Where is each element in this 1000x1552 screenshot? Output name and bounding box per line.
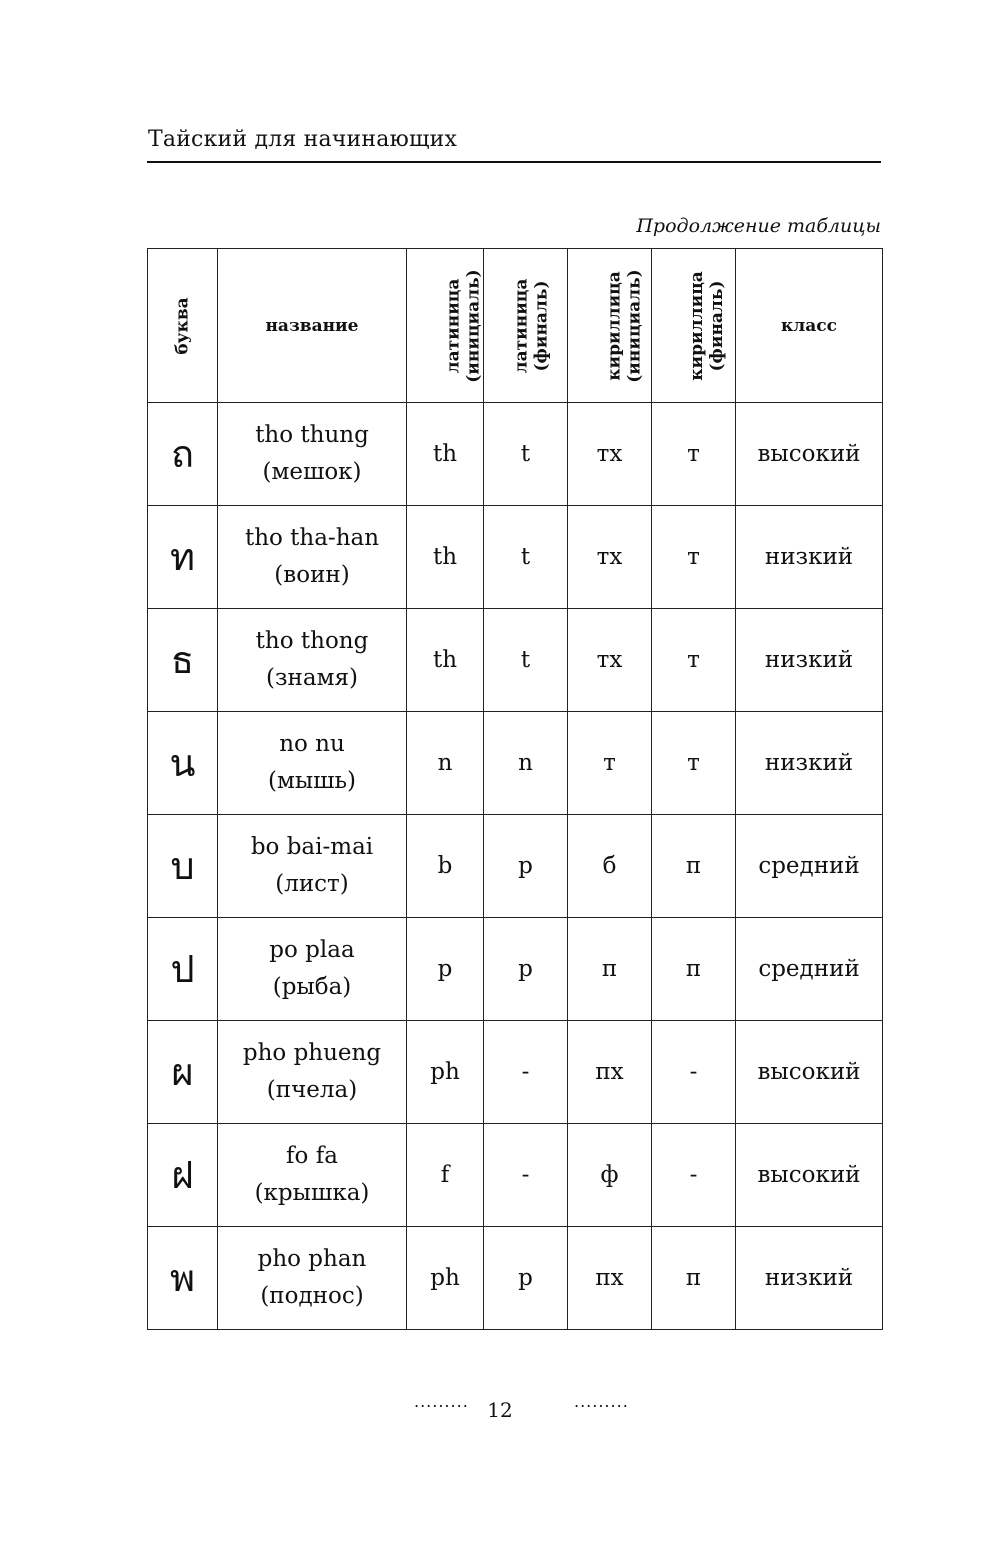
table-row (148, 506, 883, 609)
letter-name: fo fa (крышка) (218, 1124, 407, 1227)
latin-initial: th (407, 403, 484, 506)
letter-class: высокий (736, 1021, 883, 1124)
table-row (148, 815, 883, 918)
thai-letter: ฝ (148, 1124, 218, 1227)
thai-letter: พ (148, 1227, 218, 1330)
cyrillic-initial: т (568, 712, 652, 815)
cyrillic-final: п (652, 918, 736, 1021)
latin-initial: p (407, 918, 484, 1021)
cyrillic-initial: ф (568, 1124, 652, 1227)
cyrillic-initial: п (568, 918, 652, 1021)
cyrillic-final: п (652, 815, 736, 918)
latin-final: p (484, 815, 568, 918)
thai-letter: ถ (148, 403, 218, 506)
cyrillic-final: т (652, 506, 736, 609)
letter-name: tho thong (знамя) (218, 609, 407, 712)
latin-final: - (484, 1021, 568, 1124)
thai-letter: ท (148, 506, 218, 609)
header-lat-final: латиница (финаль) (484, 249, 568, 403)
letter-name: pho phan (поднос) (218, 1227, 407, 1330)
latin-final: t (484, 506, 568, 609)
header-rule (147, 161, 881, 163)
header-name: название (218, 249, 407, 403)
footer-dots-left: ......... (414, 1392, 469, 1411)
latin-final: p (484, 1227, 568, 1330)
header-letter: буква (148, 249, 218, 403)
table-header-row (148, 249, 883, 403)
table-row (148, 712, 883, 815)
letter-class: средний (736, 815, 883, 918)
latin-final: - (484, 1124, 568, 1227)
table-row (148, 1227, 883, 1330)
table-row (148, 1124, 883, 1227)
header-cyr-final: кириллица (финаль) (652, 249, 736, 403)
letter-name: tho thung (мешок) (218, 403, 407, 506)
cyrillic-initial: тх (568, 403, 652, 506)
letter-name: no nu (мышь) (218, 712, 407, 815)
header-lat-initial: латиница (инициаль) (407, 249, 484, 403)
letter-class: низкий (736, 1227, 883, 1330)
cyrillic-final: - (652, 1021, 736, 1124)
cyrillic-final: т (652, 712, 736, 815)
cyrillic-initial: тх (568, 506, 652, 609)
header-class: класс (736, 249, 883, 403)
cyrillic-final: т (652, 403, 736, 506)
cyrillic-final: т (652, 609, 736, 712)
cyrillic-final: - (652, 1124, 736, 1227)
letter-class: низкий (736, 712, 883, 815)
thai-letter: ธ (148, 609, 218, 712)
cyrillic-initial: пх (568, 1227, 652, 1330)
running-head: Тайский для начинающих (148, 127, 458, 152)
latin-initial: ph (407, 1021, 484, 1124)
letter-name: tho tha-han (воин) (218, 506, 407, 609)
thai-consonant-table (147, 248, 883, 1330)
cyrillic-initial: пх (568, 1021, 652, 1124)
letter-class: низкий (736, 609, 883, 712)
thai-letter: ป (148, 918, 218, 1021)
cyrillic-initial: тх (568, 609, 652, 712)
footer-dots-right: ......... (574, 1392, 629, 1411)
thai-letter: ผ (148, 1021, 218, 1124)
latin-initial: b (407, 815, 484, 918)
latin-final: t (484, 403, 568, 506)
letter-class: высокий (736, 403, 883, 506)
thai-letter: บ (148, 815, 218, 918)
cyrillic-initial: б (568, 815, 652, 918)
latin-initial: n (407, 712, 484, 815)
thai-letter: น (148, 712, 218, 815)
latin-initial: th (407, 609, 484, 712)
latin-initial: f (407, 1124, 484, 1227)
table-row (148, 918, 883, 1021)
page-number: 12 (487, 1398, 513, 1422)
cyrillic-final: п (652, 1227, 736, 1330)
letter-class: средний (736, 918, 883, 1021)
table-row (148, 403, 883, 506)
table-row (148, 1021, 883, 1124)
letter-name: po plaa (рыба) (218, 918, 407, 1021)
header-cyr-initial: кириллица (инициаль) (568, 249, 652, 403)
letter-name: pho phueng (пчела) (218, 1021, 407, 1124)
latin-final: p (484, 918, 568, 1021)
letter-class: высокий (736, 1124, 883, 1227)
letter-class: низкий (736, 506, 883, 609)
latin-final: n (484, 712, 568, 815)
latin-final: t (484, 609, 568, 712)
letter-name: bo bai-mai (лист) (218, 815, 407, 918)
latin-initial: th (407, 506, 484, 609)
table-row (148, 609, 883, 712)
latin-initial: ph (407, 1227, 484, 1330)
continuation-note: Продолжение таблицы (636, 215, 881, 237)
